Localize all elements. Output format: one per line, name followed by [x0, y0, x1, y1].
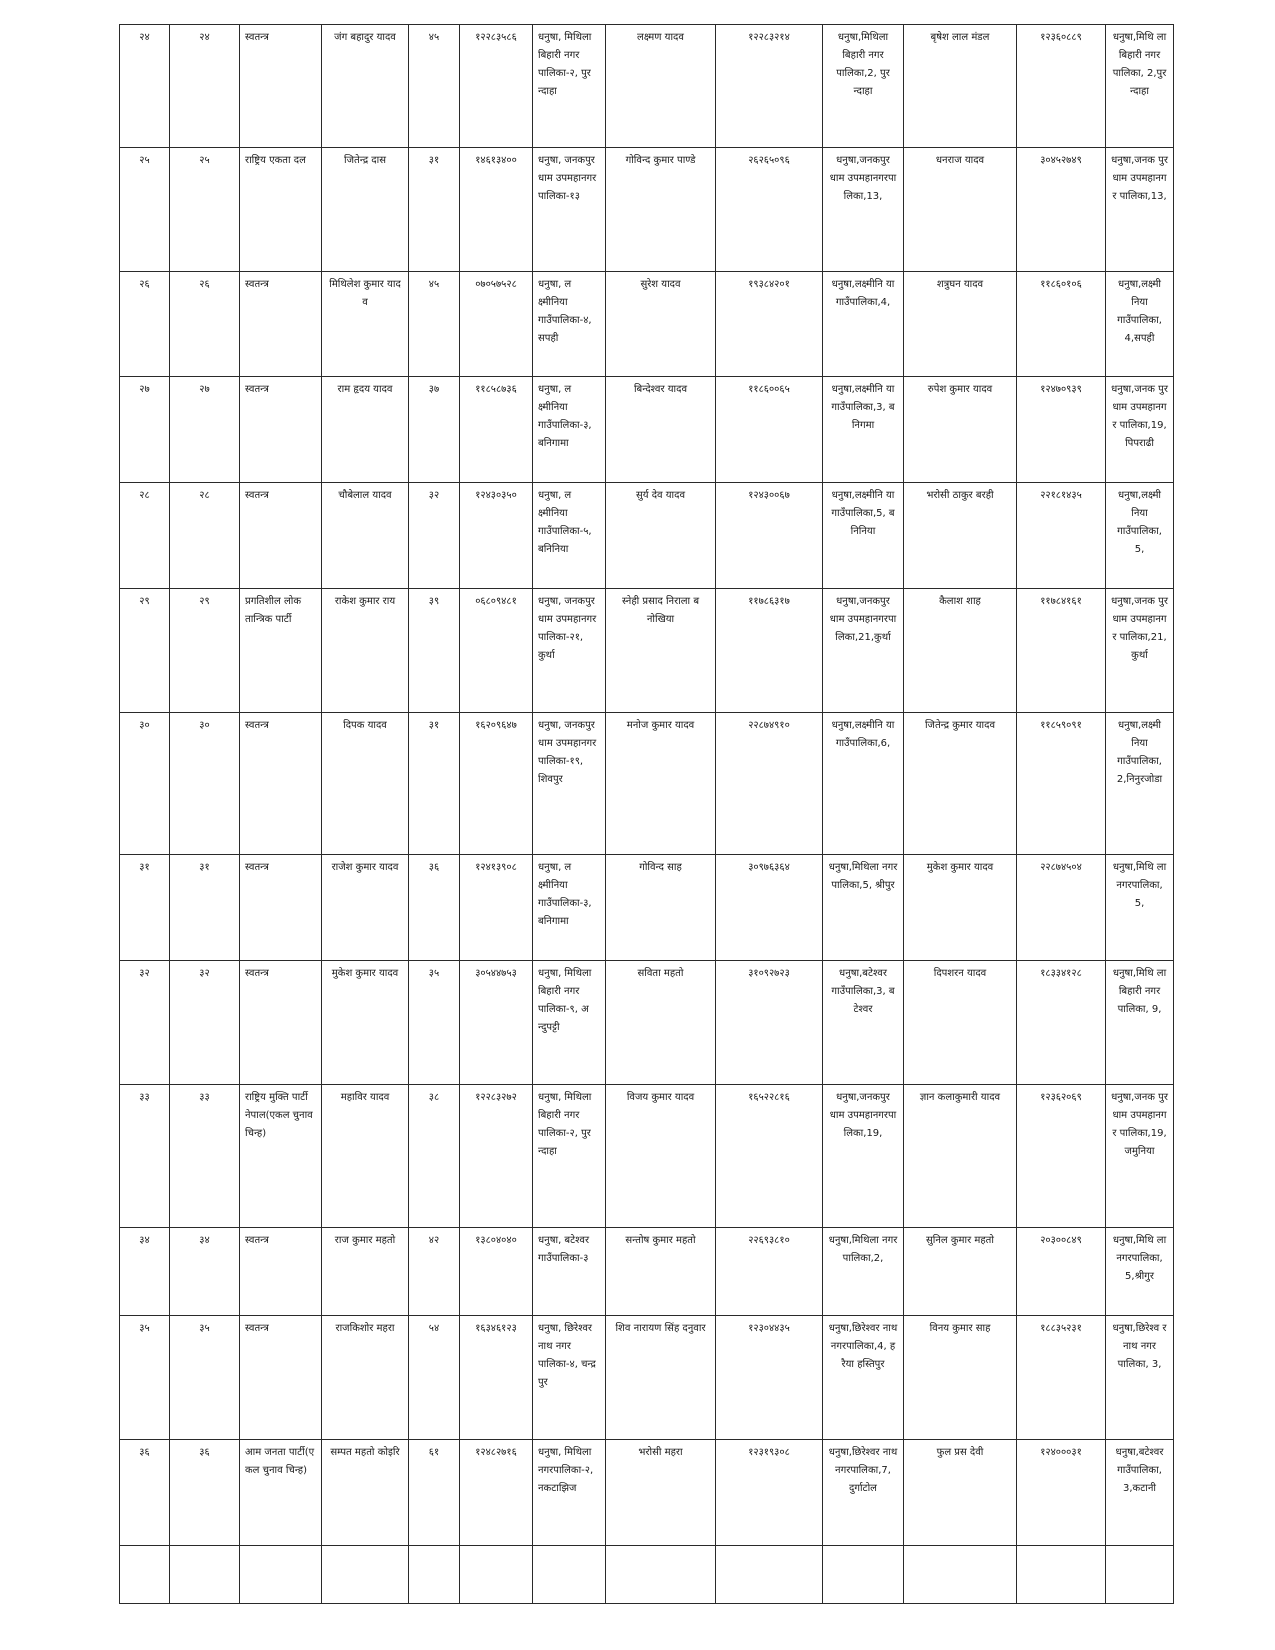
proposer-name-cell: मनोज कुमार यादव — [606, 713, 716, 855]
proposer-address-cell: धनुषा,लक्ष्मीनि या गाउँपालिका,5, बनिनिया — [823, 483, 904, 589]
voter-number-cell: १२२८३५८६ — [460, 25, 533, 148]
voter-number-cell: ११८५८७३६ — [460, 377, 533, 483]
proposer-name-cell: बिन्देश्वर यादव — [606, 377, 716, 483]
candidate-name-cell: राज कुमार महतो — [322, 1228, 409, 1316]
serial-no-cell: ३२ — [120, 961, 170, 1085]
candidate-id-cell: ३५ — [170, 1316, 240, 1440]
seconder-address-cell: धनुषा,छिरेश्व रनाथ नगरपालिका, 3, — [1106, 1316, 1174, 1440]
candidate-id-cell: २७ — [170, 377, 240, 483]
proposer-name-cell: सविता महतो — [606, 961, 716, 1085]
voter-number-cell: १४६१३४०० — [460, 148, 533, 272]
serial-no-cell: ३५ — [120, 1316, 170, 1440]
proposer-address-cell: धनुषा,मिथिला नगरपालिका,2, — [823, 1228, 904, 1316]
age-cell — [409, 1546, 460, 1604]
proposer-address-cell: धनुषा,लक्ष्मीनि या गाउँपालिका,6, — [823, 713, 904, 855]
seconder-name-cell: शत्रुघन यादव — [904, 272, 1017, 377]
proposer-number-cell: २२६९३८१० — [716, 1228, 823, 1316]
proposer-number-cell: ३०९७६३६४ — [716, 855, 823, 961]
candidate-id-cell: २५ — [170, 148, 240, 272]
seconder-number-cell: २२१८१४३५ — [1017, 483, 1106, 589]
age-cell: ३१ — [409, 713, 460, 855]
proposer-address-cell: धनुषा,जनकपुर धाम उपमहानगरपा लिका,21,कुर्था — [823, 589, 904, 713]
age-cell: ३२ — [409, 483, 460, 589]
candidate-address-cell: धनुषा, लक्ष्मीनिया गाउँपालिका-५, बनिनिया — [533, 483, 606, 589]
serial-no-cell: ३१ — [120, 855, 170, 961]
party-cell: स्वतन्त्र — [240, 713, 322, 855]
proposer-name-cell: सुरेश यादव — [606, 272, 716, 377]
candidate-name-cell: चौबेलाल यादव — [322, 483, 409, 589]
proposer-number-cell: २२८७४९१० — [716, 713, 823, 855]
proposer-name-cell: स्नेही प्रसाद निराला बनोखिया — [606, 589, 716, 713]
seconder-name-cell: भरोसी ठाकुर बरही — [904, 483, 1017, 589]
serial-no-cell: २७ — [120, 377, 170, 483]
seconder-name-cell: ज्ञान कलाकुमारी यादव — [904, 1085, 1017, 1228]
party-cell: स्वतन्त्र — [240, 1316, 322, 1440]
seconder-name-cell: बृषेश लाल मंडल — [904, 25, 1017, 148]
proposer-number-cell: १२३१९३०८ — [716, 1440, 823, 1546]
candidate-name-cell: राजकिशोर महरा — [322, 1316, 409, 1440]
table-row — [120, 1228, 1174, 1316]
proposer-address-cell: धनुषा,जनकपुर धाम उपमहानगरपा लिका,13, — [823, 148, 904, 272]
seconder-number-cell: १२३६२०६९ — [1017, 1085, 1106, 1228]
candidate-address-cell: धनुषा, लक्ष्मीनिया गाउँपालिका-४, सपही — [533, 272, 606, 377]
proposer-address-cell: धनुषा,मिथिला नगरपालिका,5, श्रीपुर — [823, 855, 904, 961]
serial-no-cell: २४ — [120, 25, 170, 148]
candidate-id-cell: २४ — [170, 25, 240, 148]
candidate-id-cell — [170, 1546, 240, 1604]
voter-number-cell: ३०५४४७५३ — [460, 961, 533, 1085]
candidate-name-cell: जंग बहादुर यादव — [322, 25, 409, 148]
party-cell: प्रगतिशील लोकतान्त्रिक पार्टी — [240, 589, 322, 713]
proposer-name-cell — [606, 1546, 716, 1604]
party-cell: राष्ट्रिय मुक्ति पार्टी नेपाल(एकल चुनाव चिन्ह) — [240, 1085, 322, 1228]
candidate-id-cell: ३१ — [170, 855, 240, 961]
candidate-address-cell: धनुषा, लक्ष्मीनिया गाउँपालिका-३, बनिगामा — [533, 377, 606, 483]
voter-number-cell: १२२८३२७२ — [460, 1085, 533, 1228]
seconder-number-cell — [1017, 1546, 1106, 1604]
seconder-address-cell: धनुषा,लक्ष्मी निया गाउँपालिका, 5, — [1106, 483, 1174, 589]
proposer-number-cell: ११८६००६५ — [716, 377, 823, 483]
candidate-name-cell: मिथिलेश कुमार यादव — [322, 272, 409, 377]
voter-number-cell: ०६८०९४८१ — [460, 589, 533, 713]
serial-no-cell: ३० — [120, 713, 170, 855]
table-row — [120, 483, 1174, 589]
proposer-name-cell: विजय कुमार यादव — [606, 1085, 716, 1228]
serial-no-cell: २६ — [120, 272, 170, 377]
seconder-address-cell: धनुषा,लक्ष्मी निया गाउँपालिका, 4,सपही — [1106, 272, 1174, 377]
proposer-address-cell: धनुषा,बटेश्वर गाउँपालिका,3, बटेश्वर — [823, 961, 904, 1085]
candidate-id-cell: ३४ — [170, 1228, 240, 1316]
age-cell: ३१ — [409, 148, 460, 272]
table-row — [120, 961, 1174, 1085]
age-cell: ३६ — [409, 855, 460, 961]
proposer-address-cell — [823, 1546, 904, 1604]
age-cell: ५४ — [409, 1316, 460, 1440]
seconder-number-cell: २२८७४५०४ — [1017, 855, 1106, 961]
proposer-number-cell: १२२८३२१४ — [716, 25, 823, 148]
voter-number-cell: १२४१३९०८ — [460, 855, 533, 961]
table-row — [120, 25, 1174, 148]
age-cell: ४२ — [409, 1228, 460, 1316]
serial-no-cell: २८ — [120, 483, 170, 589]
candidate-id-cell: ३२ — [170, 961, 240, 1085]
candidate-address-cell — [533, 1546, 606, 1604]
seconder-address-cell: धनुषा,जनक पुरधाम उपमहानगर पालिका,19, जमुनिया — [1106, 1085, 1174, 1228]
seconder-address-cell: धनुषा,बटेश्वर गाउँपालिका, 3,कटानी — [1106, 1440, 1174, 1546]
seconder-address-cell: धनुषा,मिथि ला बिहारी नगरपालिका, 9, — [1106, 961, 1174, 1085]
candidate-id-cell: २८ — [170, 483, 240, 589]
proposer-address-cell: धनुषा,मिथिला बिहारी नगरपालिका,2, पुरन्दाहा — [823, 25, 904, 148]
serial-no-cell: ३४ — [120, 1228, 170, 1316]
proposer-name-cell: शिव नारायण सिंह दनुवार — [606, 1316, 716, 1440]
seconder-address-cell: धनुषा,मिथि ला नगरपालिका, 5, — [1106, 855, 1174, 961]
party-cell: स्वतन्त्र — [240, 377, 322, 483]
age-cell: ४५ — [409, 25, 460, 148]
candidate-name-cell: दिपक यादव — [322, 713, 409, 855]
candidate-address-cell: धनुषा, मिथिला नगरपालिका-२, नकटाझिज — [533, 1440, 606, 1546]
candidate-name-cell: महाविर यादव — [322, 1085, 409, 1228]
voter-number-cell: ०७०५७५२८ — [460, 272, 533, 377]
serial-no-cell: ३३ — [120, 1085, 170, 1228]
party-cell: स्वतन्त्र — [240, 25, 322, 148]
seconder-address-cell — [1106, 1546, 1174, 1604]
age-cell: ४५ — [409, 272, 460, 377]
seconder-number-cell: २०३००८४९ — [1017, 1228, 1106, 1316]
seconder-address-cell: धनुषा,जनक पुरधाम उपमहानगर पालिका,13, — [1106, 148, 1174, 272]
seconder-number-cell: ११८५९०९१ — [1017, 713, 1106, 855]
seconder-name-cell: फुल प्रस देवी — [904, 1440, 1017, 1546]
proposer-address-cell: धनुषा,छिरेश्वर नाथ नगरपालिका,4, हरैया हस्तिपुर — [823, 1316, 904, 1440]
table-row — [120, 1546, 1174, 1604]
proposer-name-cell: भरोसी महरा — [606, 1440, 716, 1546]
proposer-number-cell: १२४३००६७ — [716, 483, 823, 589]
proposer-address-cell: धनुषा,जनकपुर धाम उपमहानगरपा लिका,19, — [823, 1085, 904, 1228]
candidate-id-cell: ३६ — [170, 1440, 240, 1546]
candidate-id-cell: २९ — [170, 589, 240, 713]
proposer-name-cell: लक्ष्मण यादव — [606, 25, 716, 148]
candidate-address-cell: धनुषा, मिथिला बिहारी नगरपालिका-९, अन्दुपट्टी — [533, 961, 606, 1085]
table-row — [120, 589, 1174, 713]
seconder-address-cell: धनुषा,जनक पुरधाम उपमहानगर पालिका,19, पिपराढी — [1106, 377, 1174, 483]
proposer-name-cell: गोविन्द कुमार पाण्डे — [606, 148, 716, 272]
voter-number-cell: १६३४६१२३ — [460, 1316, 533, 1440]
age-cell: ३५ — [409, 961, 460, 1085]
proposer-number-cell: १९३८४२०१ — [716, 272, 823, 377]
proposer-name-cell: गोविन्द साह — [606, 855, 716, 961]
table-row — [120, 1440, 1174, 1546]
serial-no-cell: ३६ — [120, 1440, 170, 1546]
table-row — [120, 855, 1174, 961]
table-row — [120, 713, 1174, 855]
table-row — [120, 1316, 1174, 1440]
candidate-id-cell: ३० — [170, 713, 240, 855]
table-row — [120, 148, 1174, 272]
proposer-number-cell: ११७८६३१७ — [716, 589, 823, 713]
seconder-number-cell: १२३६०८८९ — [1017, 25, 1106, 148]
candidate-address-cell: धनुषा, जनकपुरधाम उपमहानगरपालिका-२१, कुर्था — [533, 589, 606, 713]
party-cell: आम जनता पार्टी(एकल चुनाव चिन्ह) — [240, 1440, 322, 1546]
proposer-name-cell: सुर्य देव यादव — [606, 483, 716, 589]
proposer-address-cell: धनुषा,लक्ष्मीनि या गाउँपालिका,3, बनिगमा — [823, 377, 904, 483]
candidate-address-cell: धनुषा, छिरेश्वरनाथ नगरपालिका-४, चन्द्रपुर — [533, 1316, 606, 1440]
seconder-name-cell: सुनिल कुमार महतो — [904, 1228, 1017, 1316]
candidate-table — [119, 24, 1174, 1604]
serial-no-cell — [120, 1546, 170, 1604]
voter-number-cell: १६२०९६४७ — [460, 713, 533, 855]
serial-no-cell: २५ — [120, 148, 170, 272]
candidate-address-cell: धनुषा, मिथिला बिहारी नगरपालिका-२, पुरन्दाहा — [533, 25, 606, 148]
candidate-name-cell: जितेन्द्र दास — [322, 148, 409, 272]
proposer-number-cell: १२३०४४३५ — [716, 1316, 823, 1440]
table-body — [120, 25, 1174, 1604]
voter-number-cell: १२४३०३५० — [460, 483, 533, 589]
seconder-number-cell: १८८३५२३१ — [1017, 1316, 1106, 1440]
candidate-name-cell: राजेश कुमार यादव — [322, 855, 409, 961]
age-cell: ६१ — [409, 1440, 460, 1546]
seconder-number-cell: १८३३४१२८ — [1017, 961, 1106, 1085]
party-cell — [240, 1546, 322, 1604]
seconder-name-cell: धनराज यादव — [904, 148, 1017, 272]
candidate-name-cell: मुकेश कुमार यादव — [322, 961, 409, 1085]
candidate-name-cell: सम्पत महतो कोइरि — [322, 1440, 409, 1546]
candidate-name-cell: राम हृदय यादव — [322, 377, 409, 483]
candidate-address-cell: धनुषा, मिथिला बिहारी नगरपालिका-२, पुरन्दाहा — [533, 1085, 606, 1228]
candidate-address-cell: धनुषा, लक्ष्मीनिया गाउँपालिका-३, बनिगामा — [533, 855, 606, 961]
age-cell: ३९ — [409, 589, 460, 713]
table-row — [120, 377, 1174, 483]
seconder-number-cell: ११८६०१०६ — [1017, 272, 1106, 377]
seconder-name-cell: कैलाश शाह — [904, 589, 1017, 713]
candidate-address-cell: धनुषा, जनकपुरधाम उपमहानगरपालिका-१३ — [533, 148, 606, 272]
proposer-number-cell: ३१०९२७२३ — [716, 961, 823, 1085]
proposer-number-cell: १६५२२८१६ — [716, 1085, 823, 1228]
seconder-address-cell: धनुषा,लक्ष्मी निया गाउँपालिका, 2,निनुरजोडा — [1106, 713, 1174, 855]
seconder-name-cell: जितेन्द्र कुमार यादव — [904, 713, 1017, 855]
candidate-name-cell: राकेश कुमार राय — [322, 589, 409, 713]
seconder-address-cell: धनुषा,मिथि ला नगरपालिका, 5,श्रीगुर — [1106, 1228, 1174, 1316]
proposer-number-cell: २६२६५०९६ — [716, 148, 823, 272]
seconder-name-cell: दिपशरन यादव — [904, 961, 1017, 1085]
party-cell: स्वतन्त्र — [240, 272, 322, 377]
proposer-name-cell: सन्तोष कुमार महतो — [606, 1228, 716, 1316]
candidate-address-cell: धनुषा, बटेश्वर गाउँपालिका-३ — [533, 1228, 606, 1316]
seconder-address-cell: धनुषा,मिथि ला बिहारी नगरपालिका, 2,पुरन्दाहा — [1106, 25, 1174, 148]
seconder-number-cell: ३०४५२७४९ — [1017, 148, 1106, 272]
candidate-id-cell: ३३ — [170, 1085, 240, 1228]
proposer-address-cell: धनुषा,लक्ष्मीनि या गाउँपालिका,4, — [823, 272, 904, 377]
age-cell: ३८ — [409, 1085, 460, 1228]
table-row — [120, 272, 1174, 377]
proposer-address-cell: धनुषा,छिरेश्वर नाथ नगरपालिका,7, दुर्गाटोल — [823, 1440, 904, 1546]
party-cell: राष्ट्रिय एकता दल — [240, 148, 322, 272]
party-cell: स्वतन्त्र — [240, 483, 322, 589]
seconder-number-cell: ११७८४१६१ — [1017, 589, 1106, 713]
seconder-name-cell: विनय कुमार साह — [904, 1316, 1017, 1440]
serial-no-cell: २९ — [120, 589, 170, 713]
voter-number-cell: १३८०४०४० — [460, 1228, 533, 1316]
seconder-number-cell: १२४७०९३९ — [1017, 377, 1106, 483]
candidate-id-cell: २६ — [170, 272, 240, 377]
party-cell: स्वतन्त्र — [240, 855, 322, 961]
party-cell: स्वतन्त्र — [240, 961, 322, 1085]
candidate-address-cell: धनुषा, जनकपुरधाम उपमहानगरपालिका-१९, शिवपुर — [533, 713, 606, 855]
seconder-address-cell: धनुषा,जनक पुरधाम उपमहानगर पालिका,21, कुर्था — [1106, 589, 1174, 713]
seconder-name-cell: रुपेश कुमार यादव — [904, 377, 1017, 483]
table-row — [120, 1085, 1174, 1228]
seconder-name-cell: मुकेश कुमार यादव — [904, 855, 1017, 961]
voter-number-cell: १२४८२७१६ — [460, 1440, 533, 1546]
seconder-name-cell — [904, 1546, 1017, 1604]
party-cell: स्वतन्त्र — [240, 1228, 322, 1316]
voter-number-cell — [460, 1546, 533, 1604]
age-cell: ३७ — [409, 377, 460, 483]
proposer-number-cell — [716, 1546, 823, 1604]
seconder-number-cell: १२४०००३१ — [1017, 1440, 1106, 1546]
candidate-name-cell — [322, 1546, 409, 1604]
